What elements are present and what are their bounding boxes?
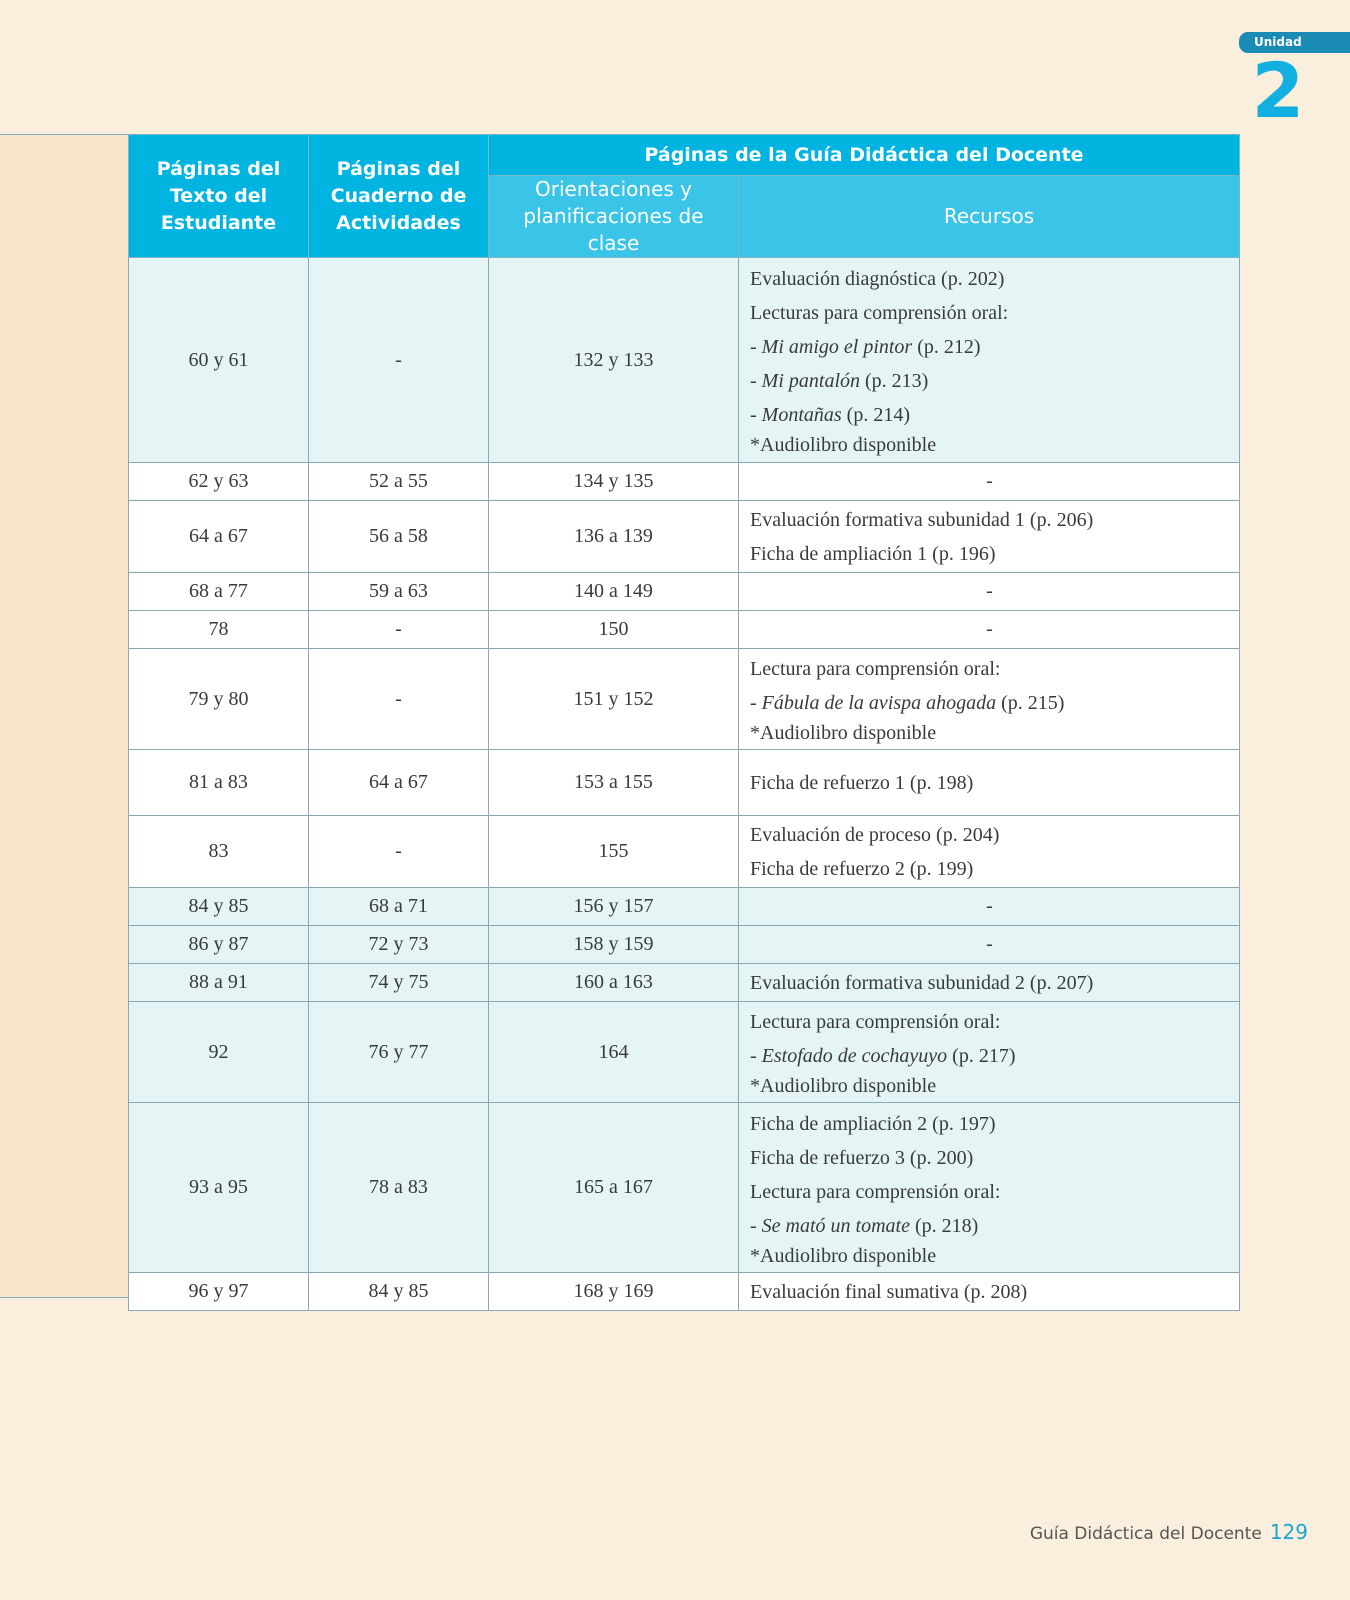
cell-recursos bbox=[739, 649, 1240, 750]
cell-cuaderno: 76 y 77 bbox=[309, 1002, 489, 1103]
cell-cuaderno: - bbox=[309, 649, 489, 750]
lectura-title: Mi pantalón bbox=[761, 370, 861, 392]
cell-texto: 96 y 97 bbox=[129, 1273, 309, 1311]
table-row bbox=[129, 816, 1240, 888]
audiolibro-note: *Audiolibro disponible bbox=[750, 1244, 937, 1267]
lectura-title: Mi amigo el pintor bbox=[761, 336, 913, 358]
lectura-line: - Fábula de la avispa ahogada (p. 215) bbox=[750, 692, 1065, 714]
cell-texto: 81 a 83 bbox=[129, 750, 309, 816]
cell-cuaderno: - bbox=[309, 816, 489, 888]
lectura-line: - Mi pantalón (p. 213) bbox=[750, 370, 929, 392]
cell-texto: 64 a 67 bbox=[129, 501, 309, 573]
pages-table bbox=[128, 134, 1240, 1311]
table-row bbox=[129, 926, 1240, 964]
cell-texto: 78 bbox=[129, 611, 309, 649]
cell-cuaderno: 52 a 55 bbox=[309, 463, 489, 501]
lectura-line: - Estofado de cochayuyo (p. 217) bbox=[750, 1045, 1016, 1067]
recurso-line: Lectura para comprensión oral: bbox=[750, 1180, 1001, 1203]
cell-texto: 84 y 85 bbox=[129, 888, 309, 926]
lectura-line: - Montañas (p. 214) bbox=[750, 404, 910, 426]
cell-cuaderno: 72 y 73 bbox=[309, 926, 489, 964]
cell-texto: 60 y 61 bbox=[129, 258, 309, 463]
cell-recursos bbox=[739, 750, 1240, 816]
footer-title: Guía Didáctica del Docente bbox=[1029, 1524, 1262, 1544]
audiolibro-note: *Audiolibro disponible bbox=[750, 722, 937, 744]
cell-recursos bbox=[739, 816, 1240, 888]
recurso-line: Ficha de refuerzo 2 (p. 199) bbox=[750, 857, 974, 880]
table-row bbox=[129, 501, 1240, 573]
lectura-page: (p. 217) bbox=[947, 1045, 1016, 1067]
cell-texto: 86 y 87 bbox=[129, 926, 309, 964]
header-texto-estudiante: Páginas del Texto del Estudiante bbox=[129, 135, 309, 258]
table-row bbox=[129, 573, 1240, 611]
header-orientaciones: Orientaciones y planificaciones de clase bbox=[489, 176, 739, 258]
table-row bbox=[129, 258, 1240, 463]
table-row bbox=[129, 1002, 1240, 1103]
cell-cuaderno: 68 a 71 bbox=[309, 888, 489, 926]
recurso-line: Evaluación diagnóstica (p. 202) bbox=[750, 268, 1005, 290]
cell-guia: 164 bbox=[489, 1002, 739, 1103]
recurso-line: Lectura para comprensión oral: bbox=[750, 658, 1001, 680]
cell-recursos: - bbox=[739, 926, 1240, 964]
cell-recursos bbox=[739, 258, 1240, 463]
page-number: 129 bbox=[1269, 1520, 1308, 1544]
recurso-line: Lecturas para comprensión oral: bbox=[750, 302, 1009, 324]
unit-label: Unidad bbox=[1239, 32, 1350, 53]
audiolibro-note: *Audiolibro disponible bbox=[750, 1075, 937, 1097]
table-row bbox=[129, 750, 1240, 816]
cell-guia: 168 y 169 bbox=[489, 1273, 739, 1311]
table-row bbox=[129, 649, 1240, 750]
cell-recursos: - bbox=[739, 888, 1240, 926]
lectura-page: (p. 218) bbox=[909, 1214, 979, 1237]
cell-texto: 62 y 63 bbox=[129, 463, 309, 501]
table-row bbox=[129, 888, 1240, 926]
audiolibro-note: *Audiolibro disponible bbox=[750, 434, 937, 456]
cell-guia: 155 bbox=[489, 816, 739, 888]
lectura-title: Se mató un tomate bbox=[761, 1214, 910, 1237]
lectura-title: Estofado de cochayuyo bbox=[761, 1045, 948, 1067]
lectura-line: - Se mató un tomate (p. 218) bbox=[750, 1214, 979, 1237]
lectura-page: (p. 214) bbox=[841, 404, 910, 426]
cell-guia: 136 a 139 bbox=[489, 501, 739, 573]
cell-cuaderno: 74 y 75 bbox=[309, 964, 489, 1002]
header-guia-didactica: Páginas de la Guía Didáctica del Docente bbox=[489, 135, 1240, 176]
table-row bbox=[129, 964, 1240, 1002]
table-row bbox=[129, 463, 1240, 501]
cell-recursos bbox=[739, 501, 1240, 573]
cell-guia: 160 a 163 bbox=[489, 964, 739, 1002]
recurso-line: Ficha de ampliación 1 (p. 196) bbox=[750, 542, 996, 565]
cell-guia: 150 bbox=[489, 611, 739, 649]
cell-cuaderno: 78 a 83 bbox=[309, 1103, 489, 1273]
lectura-title: Fábula de la avispa ahogada bbox=[761, 692, 997, 714]
header-cuaderno-actividades: Páginas del Cuaderno de Actividades bbox=[309, 135, 489, 258]
lectura-page: (p. 215) bbox=[996, 692, 1065, 714]
recurso-line: Ficha de ampliación 2 (p. 197) bbox=[750, 1112, 996, 1135]
table-row bbox=[129, 611, 1240, 649]
cell-texto: 93 a 95 bbox=[129, 1103, 309, 1273]
cell-recursos bbox=[739, 1103, 1240, 1273]
cell-guia: 151 y 152 bbox=[489, 649, 739, 750]
left-margin-strip bbox=[0, 134, 128, 1298]
recurso-line: Evaluación final sumativa (p. 208) bbox=[750, 1280, 1028, 1303]
lectura-page: (p. 212) bbox=[912, 336, 981, 358]
recurso-line: Evaluación formativa subunidad 2 (p. 207) bbox=[750, 971, 1094, 994]
cell-cuaderno: - bbox=[309, 258, 489, 463]
cell-recursos bbox=[739, 1002, 1240, 1103]
cell-recursos bbox=[739, 964, 1240, 1002]
lectura-page: (p. 213) bbox=[860, 370, 929, 392]
cell-cuaderno: 56 a 58 bbox=[309, 501, 489, 573]
unit-number: 2 bbox=[1251, 46, 1305, 135]
cell-guia: 140 a 149 bbox=[489, 573, 739, 611]
cell-guia: 156 y 157 bbox=[489, 888, 739, 926]
recurso-line: Ficha de refuerzo 3 (p. 200) bbox=[750, 1146, 974, 1169]
cell-cuaderno: 64 a 67 bbox=[309, 750, 489, 816]
cell-guia: 165 a 167 bbox=[489, 1103, 739, 1273]
table-row bbox=[129, 1273, 1240, 1311]
recurso-line: Ficha de refuerzo 1 (p. 198) bbox=[750, 771, 974, 794]
cell-guia: 153 a 155 bbox=[489, 750, 739, 816]
cell-cuaderno: - bbox=[309, 611, 489, 649]
cell-recursos: - bbox=[739, 573, 1240, 611]
cell-texto: 68 a 77 bbox=[129, 573, 309, 611]
cell-guia: 134 y 135 bbox=[489, 463, 739, 501]
recurso-line: Lectura para comprensión oral: bbox=[750, 1011, 1001, 1033]
cell-recursos: - bbox=[739, 611, 1240, 649]
cell-texto: 92 bbox=[129, 1002, 309, 1103]
lectura-line: - Mi amigo el pintor (p. 212) bbox=[750, 336, 981, 358]
cell-texto: 88 a 91 bbox=[129, 964, 309, 1002]
cell-guia: 132 y 133 bbox=[489, 258, 739, 463]
cell-texto: 79 y 80 bbox=[129, 649, 309, 750]
table-row bbox=[129, 1103, 1240, 1273]
cell-cuaderno: 59 a 63 bbox=[309, 573, 489, 611]
cell-texto: 83 bbox=[129, 816, 309, 888]
table-body bbox=[129, 258, 1240, 1311]
header-recursos: Recursos bbox=[739, 176, 1240, 258]
cell-guia: 158 y 159 bbox=[489, 926, 739, 964]
page-footer bbox=[1030, 1520, 1308, 1544]
recurso-line: Evaluación de proceso (p. 204) bbox=[750, 823, 1000, 846]
cell-recursos: - bbox=[739, 463, 1240, 501]
cell-cuaderno: 84 y 85 bbox=[309, 1273, 489, 1311]
lectura-title: Montañas bbox=[761, 404, 842, 426]
recurso-line: Evaluación formativa subunidad 1 (p. 206) bbox=[750, 508, 1094, 531]
cell-recursos bbox=[739, 1273, 1240, 1311]
